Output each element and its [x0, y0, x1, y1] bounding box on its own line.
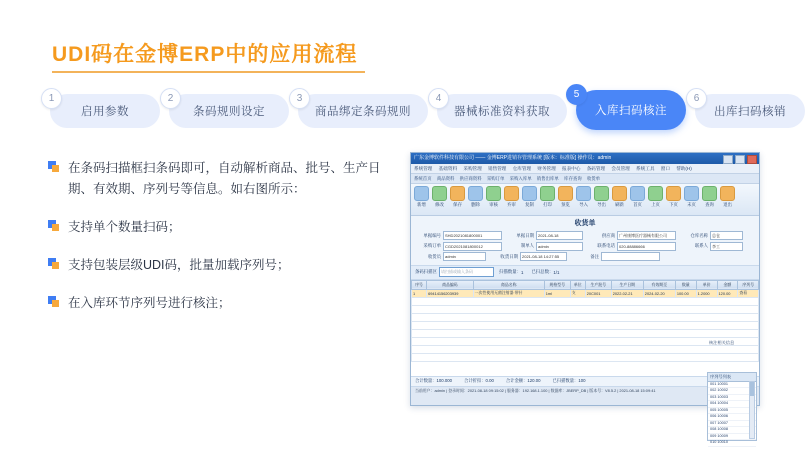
maximize-icon[interactable]	[735, 155, 745, 164]
menu-item[interactable]: 基础资料	[438, 166, 458, 171]
menu-item[interactable]: 销售管理	[488, 166, 507, 171]
tab-item[interactable]: 供应商资料	[459, 176, 482, 181]
column-header: 单价	[696, 280, 717, 289]
toolbar-button-delete[interactable]	[468, 186, 483, 208]
column-header: 商品名称	[473, 280, 544, 289]
toolbar-button-next[interactable]	[666, 186, 681, 208]
cell-qty: 100.00	[675, 289, 696, 297]
table-row[interactable]	[412, 353, 759, 361]
total-qty-value: 100.000	[436, 378, 453, 383]
tab-item[interactable]: 系统首页	[414, 176, 432, 181]
tab-item[interactable]: 收货单	[586, 176, 601, 181]
square-bullet-icon	[48, 161, 59, 172]
receiver-field[interactable]: admin	[443, 252, 486, 261]
table-header-row	[412, 280, 759, 289]
toolbar-button-audit[interactable]	[486, 186, 501, 208]
list-item	[48, 217, 403, 238]
table-row[interactable]	[412, 289, 759, 297]
edit-icon	[432, 186, 447, 201]
tab-item[interactable]: 商品资料	[436, 176, 455, 181]
step-5-label: 入库扫码核注	[595, 105, 667, 117]
toolbar-button-label: 退出	[723, 202, 732, 207]
status-bar: 当前用户：admin | 登录时间：2021-08-18 09:15:02 | 服务器：192.168.1.100 | 数据库：JBERP_DB | 版本号：V8.5.2 | 2021-08-18 15:09:41	[411, 387, 759, 395]
cell-batch: 20C001	[585, 289, 611, 297]
step-3-label: 商品绑定条码规则	[315, 106, 411, 118]
list-item[interactable]: 007 10007	[708, 421, 756, 428]
scan-label: 条码扫描区	[415, 269, 437, 274]
toolbar-button-label: 修改	[435, 202, 444, 207]
form-row	[415, 242, 755, 251]
empty-row	[412, 305, 759, 313]
column-header: 金额	[717, 280, 738, 289]
scan-count-value: 1	[520, 269, 524, 275]
step-5-number: 5	[566, 84, 587, 105]
purchase-order-field[interactable]: CGD2021081800012	[443, 242, 502, 251]
step-2-number: 2	[160, 88, 181, 109]
toolbar-button-edit[interactable]	[432, 186, 447, 208]
scrollbar-thumb[interactable]	[750, 382, 754, 396]
scanned-qty	[553, 378, 586, 384]
tab-item[interactable]: 采购订单	[486, 176, 505, 181]
empty-row	[412, 345, 759, 353]
app-menubar[interactable]	[411, 164, 759, 174]
cell-spec: 1ml	[544, 289, 570, 297]
toolbar-button-copy[interactable]	[522, 186, 537, 208]
field-label: 收货员	[427, 253, 441, 259]
toolbar-button-label: 复制	[525, 202, 534, 207]
save-icon	[450, 186, 465, 201]
step-4-number: 4	[428, 88, 449, 109]
menu-item[interactable]: 帮助(H)	[676, 166, 692, 171]
field-label: 单据日期	[516, 232, 534, 238]
bullet-text: 在入库环节序列号进行核注；	[68, 296, 231, 310]
receive-date-field[interactable]: 2021-08-18 14:27:55	[520, 252, 567, 261]
barcode-scan-row	[411, 266, 759, 280]
step-6-label: 出库扫码核销	[714, 106, 786, 118]
bill-no-field[interactable]: SHD2021081800001	[443, 231, 502, 240]
toolbar-button-label: 首页	[633, 202, 642, 207]
total-qty-label: 合计数量：	[415, 378, 437, 383]
bullet-text: 支持单个数量扫码；	[68, 220, 181, 234]
square-bullet-icon	[48, 220, 59, 231]
cell-code: 69414156203939	[427, 289, 474, 297]
cell-price: 1.2000	[696, 289, 717, 297]
square-bullet-icon	[48, 258, 59, 269]
app-toolbar	[411, 184, 759, 216]
toolbar-button-label: 审核	[489, 202, 498, 207]
column-header: 单位	[570, 280, 585, 289]
total-discount-value: 0.00	[485, 378, 494, 383]
total-discount	[464, 378, 494, 384]
tab-item[interactable]: 销售出库单	[536, 176, 559, 181]
next-page-icon	[666, 186, 681, 201]
scanned-qty-label: 已扫描数量：	[552, 378, 579, 383]
table-row[interactable]	[412, 313, 759, 321]
column-header: 序号	[412, 280, 427, 289]
scan-total-label: 已扫总数：	[531, 269, 554, 274]
audit-icon	[486, 186, 501, 201]
preview-icon	[558, 186, 573, 201]
field-label: 收货日期	[500, 253, 518, 259]
list-item[interactable]: 010 10010	[708, 440, 756, 447]
bullet-text: 在条码扫描框扫条码即可，自动解析商品、批号、生产日期、有效期、序列号等信息。如右图所示：	[68, 161, 381, 196]
toolbar-button-label: 刷新	[615, 202, 624, 207]
scan-count-label: 扫描数量：	[498, 269, 521, 274]
bill-date-field[interactable]: 2021-08-18	[536, 231, 583, 240]
toolbar-button-label: 查询	[705, 202, 714, 207]
toolbar-button-unaudit[interactable]	[504, 186, 519, 208]
table-row[interactable]	[412, 329, 759, 337]
app-title: 广东金博软件科技有限公司 —— 金博ERP进销存管理系统 [版本：标准版] 操作员：admin	[414, 155, 612, 161]
bullet-text: 支持包装层级UDI码，批量加载序列号；	[68, 258, 290, 272]
title-underline	[52, 71, 365, 73]
list-item	[48, 293, 403, 314]
cell-expiry: 2024-02-20	[643, 289, 675, 297]
column-header: 规格型号	[544, 280, 570, 289]
minimize-icon[interactable]	[723, 155, 733, 164]
toolbar-button-search[interactable]	[702, 186, 717, 208]
empty-row	[412, 337, 759, 345]
header-form	[411, 229, 759, 266]
scanned-qty-value: 100	[578, 378, 586, 383]
table-row[interactable]	[412, 337, 759, 345]
table-row[interactable]	[412, 305, 759, 313]
menu-item[interactable]: 财务管理	[537, 166, 556, 171]
field-label: 采购订单	[423, 243, 441, 248]
menu-item[interactable]: 采购管理	[463, 166, 482, 171]
step-5[interactable]	[576, 90, 686, 130]
cell-name: 一次性使用无菌注射器 带针	[473, 289, 544, 297]
field-label: 仓库名称	[690, 232, 708, 238]
empty-row	[412, 329, 759, 337]
copy-icon	[522, 186, 537, 201]
toolbar-button-label: 导入	[579, 202, 588, 207]
app-tabstrip[interactable]	[411, 174, 759, 184]
menu-item[interactable]: 仓库管理	[512, 166, 532, 171]
toolbar-button-export[interactable]	[594, 186, 609, 208]
scan-total-value: 1/1	[553, 269, 560, 275]
toolbar-button-save[interactable]	[450, 186, 465, 208]
total-discount-label: 合计折扣：	[464, 378, 486, 383]
toolbar-button-print[interactable]	[540, 186, 555, 208]
toolbar-button-last[interactable]	[684, 186, 699, 208]
total-amount-value: 120.00	[527, 378, 541, 383]
toolbar-button-label: 上页	[651, 202, 660, 207]
empty-row	[412, 297, 759, 305]
cell-index: 1	[412, 289, 427, 297]
serial-panel-title: 序列号列表	[708, 373, 756, 382]
search-icon	[702, 186, 717, 201]
app-titlebar	[411, 153, 759, 164]
import-icon	[576, 186, 591, 201]
step-4-label: 器械标准资料获取	[454, 106, 550, 118]
field-label: 联系人	[694, 243, 708, 248]
menu-item[interactable]: 报表中心	[562, 166, 581, 171]
column-header: 生产日期	[611, 280, 643, 289]
phone-field[interactable]: 020-88886666	[617, 242, 676, 251]
toolbar-button-first[interactable]	[630, 186, 645, 208]
list-item[interactable]: 001 10001	[708, 382, 756, 389]
cell-prod-date: 2022-02-21	[611, 289, 643, 297]
close-icon[interactable]	[747, 155, 757, 164]
list-item[interactable]: 002 10002	[708, 388, 756, 395]
menu-item[interactable]: 会员管理	[611, 166, 630, 171]
step-1[interactable]	[50, 94, 160, 128]
serial-side-label	[709, 340, 757, 346]
tab-item[interactable]: 采购入库单	[509, 176, 532, 181]
column-header: 序列号	[738, 280, 759, 289]
list-item	[48, 255, 403, 276]
field-label: 制单人	[520, 243, 534, 248]
column-header: 数量	[675, 280, 696, 289]
step-2-label: 条码规则设定	[193, 106, 265, 118]
toolbar-button-import[interactable]	[576, 186, 591, 208]
empty-row	[412, 353, 759, 361]
cell-unit: 支	[570, 289, 585, 297]
step-1-number: 1	[41, 88, 62, 109]
toolbar-button-label: 下页	[669, 202, 678, 207]
field-label: 单据编号	[423, 232, 441, 238]
step-6[interactable]	[695, 94, 805, 128]
barcode-scan-input[interactable]: 请扫描或输入条码	[439, 267, 494, 277]
menu-item[interactable]: 窗口	[660, 166, 670, 171]
erp-screenshot	[410, 152, 760, 444]
page-title: UDI码在金博ERP中的应用流程	[52, 43, 358, 66]
toolbar-button-label: 删除	[471, 202, 480, 207]
square-bullet-icon	[48, 296, 59, 307]
step-3[interactable]	[298, 94, 428, 128]
field-label: 备注	[590, 253, 599, 259]
toolbar-button-label: 新增	[417, 202, 426, 207]
first-page-icon	[630, 186, 645, 201]
delete-icon	[468, 186, 483, 201]
refresh-icon	[612, 186, 627, 201]
cell-serial-link[interactable]: 查看	[738, 289, 759, 297]
toolbar-button-label: 打印	[543, 202, 552, 207]
document-title: 收货单	[411, 216, 759, 229]
list-item[interactable]: 008 10008	[708, 427, 756, 434]
print-icon	[540, 186, 555, 201]
maker-field[interactable]: admin	[536, 242, 583, 251]
unaudit-icon	[504, 186, 519, 201]
list-item[interactable]: 003 10003	[708, 395, 756, 402]
empty-row	[412, 313, 759, 321]
export-icon	[594, 186, 609, 201]
toolbar-button-label: 末页	[687, 202, 696, 207]
toolbar-button-label: 弃审	[507, 202, 516, 207]
detail-grid	[411, 280, 759, 362]
warehouse-field[interactable]: 总仓	[710, 231, 743, 240]
contact-field[interactable]: 李工	[710, 242, 743, 251]
form-row	[415, 231, 755, 240]
column-header: 生产批号	[585, 280, 611, 289]
column-header: 商品编码	[427, 280, 474, 289]
list-item	[48, 158, 403, 200]
step-2[interactable]	[169, 94, 289, 128]
form-row	[415, 252, 755, 261]
column-header: 有效期至	[643, 280, 675, 289]
serial-list-scrollbar[interactable]	[749, 381, 755, 439]
toolbar-button-new[interactable]	[414, 186, 429, 208]
field-label: 供应商	[601, 232, 615, 238]
table-row[interactable]	[412, 345, 759, 353]
total-amount-label: 合计金额：	[505, 378, 528, 383]
menu-item[interactable]: 条码管理	[586, 166, 606, 171]
window-controls[interactable]	[723, 155, 757, 164]
exit-icon	[720, 186, 735, 201]
step-6-number: 6	[686, 88, 707, 109]
step-4[interactable]	[437, 94, 567, 128]
empty-row	[412, 321, 759, 329]
step-3-number: 3	[289, 88, 310, 109]
step-1-label: 启用参数	[81, 106, 129, 118]
toolbar-button-prev[interactable]	[648, 186, 663, 208]
supplier-field[interactable]: 广州康博医疗器械有限公司	[617, 231, 676, 240]
toolbar-button-refresh[interactable]	[612, 186, 627, 208]
tab-item[interactable]: 库存查询	[564, 176, 582, 181]
remark-field[interactable]	[601, 252, 660, 261]
prev-page-icon	[648, 186, 663, 201]
list-item[interactable]: 005 10005	[708, 408, 756, 415]
toolbar-buttons	[414, 186, 735, 208]
list-item[interactable]: 009 10009	[708, 434, 756, 441]
field-label: 联系电话	[597, 243, 615, 248]
last-page-icon	[684, 186, 699, 201]
toolbar-button-label: 预览	[561, 202, 570, 207]
total-qty	[415, 378, 452, 384]
toolbar-button-label: 保存	[453, 202, 462, 207]
cell-amount: 120.00	[717, 289, 738, 297]
new-icon	[414, 186, 429, 201]
serial-number-panel	[707, 372, 757, 444]
toolbar-button-preview[interactable]	[558, 186, 573, 208]
serial-side-title: 核注相关信息	[709, 339, 735, 345]
process-steps	[38, 88, 786, 136]
bullet-list	[48, 158, 403, 331]
table-row[interactable]	[412, 321, 759, 329]
total-amount	[506, 378, 541, 384]
table-row[interactable]	[412, 297, 759, 305]
menu-item[interactable]: 系统工具	[636, 166, 655, 171]
toolbar-button-label: 导出	[597, 202, 606, 207]
toolbar-button-exit[interactable]	[720, 186, 735, 208]
list-item[interactable]: 006 10006	[708, 414, 756, 421]
list-item[interactable]: 004 10004	[708, 401, 756, 408]
menu-item[interactable]: 系统管理	[414, 166, 433, 171]
